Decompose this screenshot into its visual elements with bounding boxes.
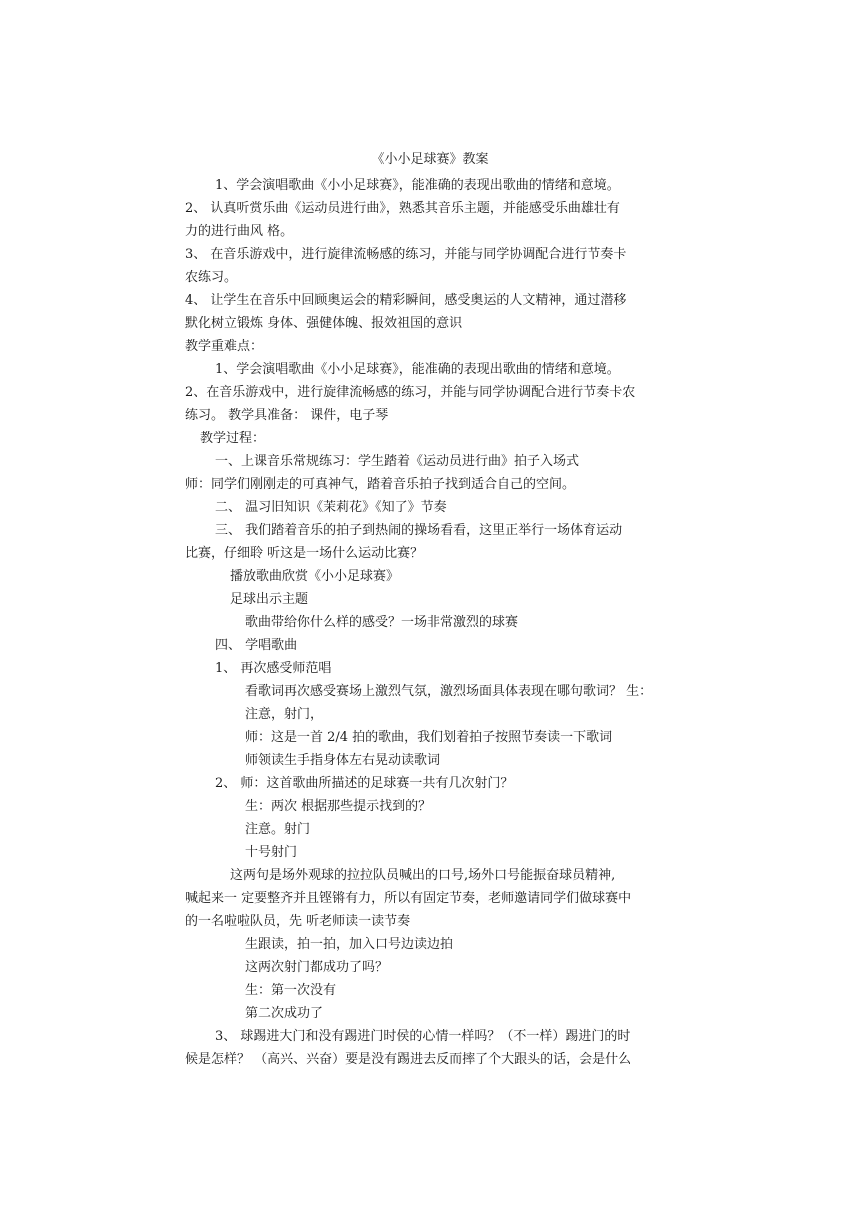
text-line: 师领读生手指身体左右晃动读歌词 bbox=[245, 753, 441, 768]
text-line: 农练习。 bbox=[185, 270, 238, 285]
text-line: 2、在音乐游戏中，进行旋律流畅感的练习，并能与同学协调配合进行节奏卡农 bbox=[185, 385, 636, 400]
text-line: 足球出示主题 bbox=[230, 592, 309, 607]
text-line: 2、 认真听赏乐曲《运动员进行曲》，熟悉其音乐主题，并能感受乐曲雄壮有 bbox=[185, 201, 620, 216]
text-line: 这两次射门都成功了吗？ bbox=[245, 960, 389, 975]
document-title: 《小小足球赛》教案 bbox=[371, 152, 489, 167]
text-line: 1、学会演唱歌曲《小小足球赛》，能准确的表现出歌曲的情绪和意境。 bbox=[215, 178, 620, 193]
text-line: 第二次成功了 bbox=[245, 1006, 324, 1021]
text-line: 候是怎样？ （高兴、兴奋）要是没有踢进去反而摔了个大跟头的话，会是什么 bbox=[185, 1052, 632, 1067]
text-line: 一、上课音乐常规练习：学生踏着《运动员进行曲》拍子入场式 bbox=[215, 454, 580, 469]
text-line: 生：第一次没有 bbox=[245, 983, 337, 998]
text-line: 比赛，仔细聆 听这是一场什么运动比赛？ bbox=[185, 546, 424, 561]
text-line: 这两句是场外观球的拉拉队员喊出的口号,场外口号能振奋球员精神, bbox=[230, 868, 616, 883]
text-line: 歌曲带给你什么样的感受？一场非常激烈的球赛 bbox=[245, 615, 519, 630]
text-line: 3、 在音乐游戏中，进行旋律流畅感的练习，并能与同学协调配合进行节奏卡 bbox=[185, 247, 627, 262]
text-line: 默化树立锻炼 身体、强健体魄、报效祖国的意识 bbox=[185, 316, 463, 331]
text-line: 师：这是一首 2/4 拍的歌曲，我们划着拍子按照节奏读一下歌词 bbox=[245, 730, 613, 745]
text-line: 四、 学唱歌曲 bbox=[215, 638, 298, 653]
document-body bbox=[185, 174, 683, 1071]
text-line: 十号射门 bbox=[245, 845, 298, 860]
text-line: 注意，射门， bbox=[245, 707, 324, 722]
text-line: 练习。 教学具准备： 课件，电子琴 bbox=[185, 408, 389, 423]
text-line: 生跟读，拍一拍，加入口号边读边拍 bbox=[245, 937, 454, 952]
text-line: 师：同学们刚刚走的可真神气，踏着音乐拍子找到适合自己的空间。 bbox=[185, 477, 576, 492]
text-line: 教学过程： bbox=[200, 431, 266, 446]
text-line: 1、学会演唱歌曲《小小足球赛》，能准确的表现出歌曲的情绪和意境。 bbox=[215, 362, 620, 377]
text-line: 4、 让学生在音乐中回顾奥运会的精彩瞬间，感受奥运的人文精神，通过潜移 bbox=[185, 293, 627, 308]
text-line: 3、 球踢进大门和没有踢进门时侯的心情一样吗？（不一样）踢进门的时 bbox=[215, 1029, 631, 1044]
text-line: 播放歌曲欣赏《小小足球赛》 bbox=[230, 569, 400, 584]
text-line: 教学重难点： bbox=[185, 339, 264, 354]
text-line: 力的进行曲风 格。 bbox=[185, 224, 294, 239]
text-line: 二、 温习旧知识《茉莉花》《知了》节奏 bbox=[215, 500, 447, 515]
text-line: 喊起来一 定要整齐并且铿锵有力，所以有固定节奏，老师邀请同学们做球赛中 bbox=[185, 891, 632, 906]
text-line: 生：两次 根据那些提示找到的？ bbox=[245, 799, 432, 814]
text-line: 三、 我们踏着音乐的拍子到热闹的操场看看，这里正举行一场体育运动 bbox=[215, 523, 623, 538]
text-line: 注意。射门 bbox=[245, 822, 311, 837]
text-line: 1、 再次感受师范唱 bbox=[215, 661, 332, 676]
text-line: 2、 师：这首歌曲所描述的足球赛一共有几次射门？ bbox=[215, 776, 514, 791]
text-line: 看歌词再次感受赛场上激烈气氛，激烈场面具体表现在哪句歌词？ 生： bbox=[245, 684, 653, 699]
text-line: 的一名啦啦队员，先 听老师读一读节奏 bbox=[185, 914, 411, 929]
